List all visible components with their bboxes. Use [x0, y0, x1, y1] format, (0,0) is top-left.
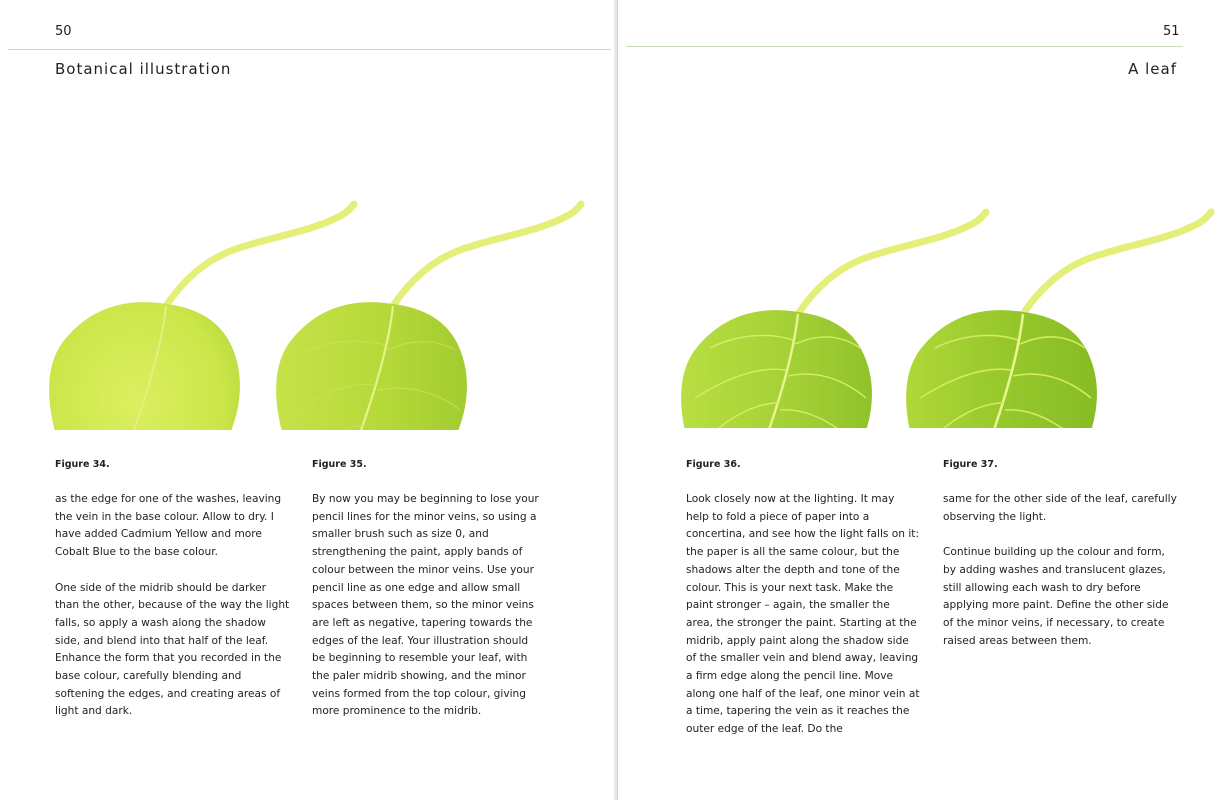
page-number: 50 — [55, 24, 72, 39]
paragraph: as the edge for one of the washes, leaving the vein in the base colour. Allow to dry. I have added Cadmium Yellow and more Cobalt Blue to the base colour. — [55, 493, 282, 559]
figure-caption: Figure 36. — [686, 459, 741, 470]
figure-caption: Figure 35. — [312, 459, 367, 470]
text-column — [312, 491, 544, 739]
right-page — [617, 0, 1230, 800]
paragraph: By now you may be beginning to lose your pencil lines for the minor veins, so using a smaller brush such as size 0, and strengthening the paint, apply bands of colour between the minor veins. Use your pencil line as one edge and allow small spaces between them, so the minor veins are left as negative, tapering towards the edges of the leaf. Your illustration should be beginning to resemble your leaf, with the paler midrib showing, and the minor veins formed from the top colour, giving more prominence to the midrib. — [312, 493, 539, 718]
leaf-illustration-figure-37 — [905, 108, 1225, 428]
text-column — [686, 491, 920, 757]
header-rule — [8, 49, 611, 50]
paragraph: Continue building up the colour and form, by adding washes and translucent glazes, still allowing each wash to dry before applying more paint. Define the other side of the minor veins, if necessary, to create raised areas between them. — [943, 546, 1169, 647]
header-rule — [626, 46, 1183, 47]
running-head: A leaf — [1128, 60, 1177, 78]
page-number: 51 — [1163, 24, 1180, 39]
text-column — [943, 491, 1179, 668]
figure-caption: Figure 34. — [55, 459, 110, 470]
text-column — [55, 491, 291, 739]
paragraph: same for the other side of the leaf, carefully observing the light. — [943, 493, 1177, 523]
paragraph: Look closely now at the lighting. It may help to fold a piece of paper into a concertina, and see how the light falls on it: the paper is all the same colour, but the shadows alter the depth and tone of the colour. This is your next task. Make the paint stronger – again, the smaller the area, the stronger the paint. Starting at the midrib, apply paint along the shadow side of the smaller vein and blend away, leaving a firm edge along the pencil line. Move along one half of the leaf, one minor vein at a time, tapering the vein as it reaches the outer edge of the leaf. Do the — [686, 493, 920, 736]
running-head: Botanical illustration — [55, 60, 232, 78]
figure-caption: Figure 37. — [943, 459, 998, 470]
paragraph: One side of the midrib should be darker than the other, because of the way the light falls, so apply a wash along the shadow side, and blend into that half of the leaf. Enhance the form that you recorded in the base colour, carefully blending and softening the edges, and creating areas of light and dark. — [55, 581, 290, 718]
leaf-illustration-figure-35 — [275, 100, 595, 430]
